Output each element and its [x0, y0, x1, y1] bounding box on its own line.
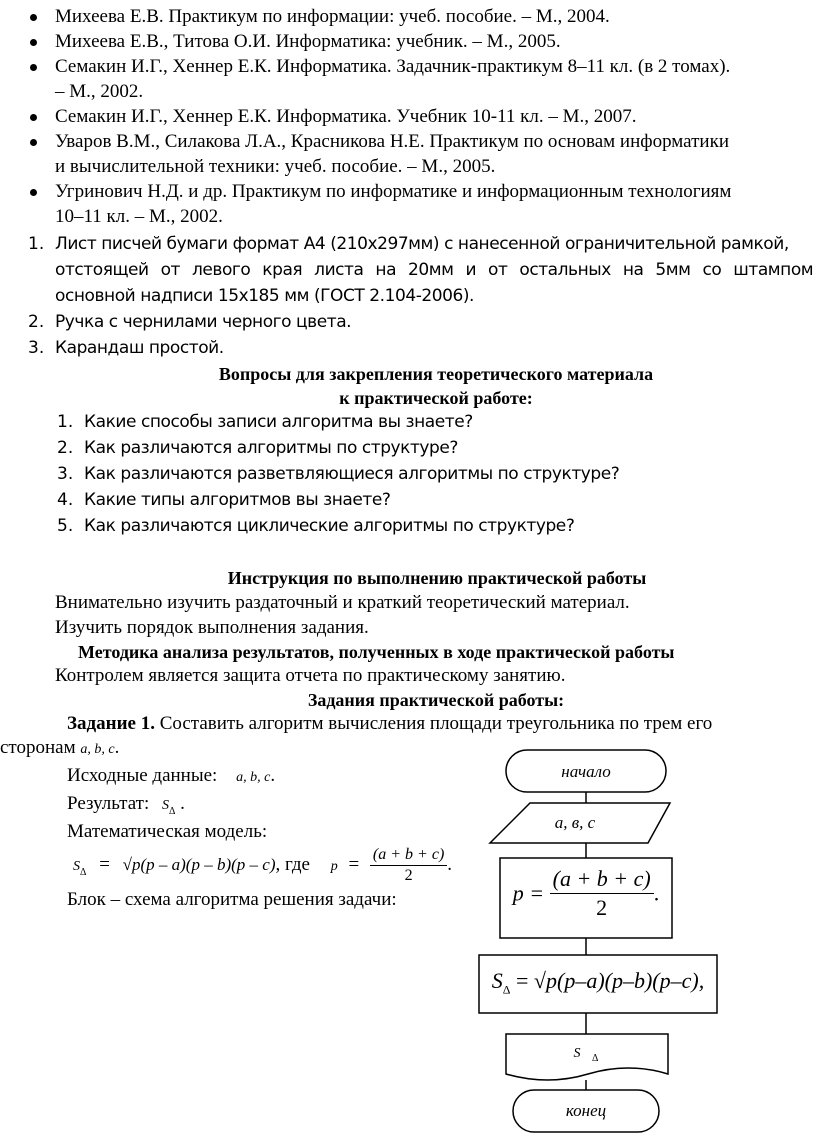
reference-item: Семакин И.Г., Хеннер Е.К. Информатика. Задачник-практикум 8–11 кл. (в 2 томах). — [55, 56, 731, 77]
analysis-heading: Методика анализа результатов, полученных в ходе практической работы — [78, 642, 675, 662]
questions-heading: Вопросы для закрепления теоретического материала — [218, 364, 654, 384]
model-label: Математическая модель: — [67, 821, 268, 842]
material-item-cont: отстоящей от левого края листа на 20мм и от остальных на 5мм со штампом — [55, 260, 814, 280]
reference-item-cont: – М., 2002. — [55, 81, 144, 102]
reference-item-cont: и вычислительной техники: учеб. пособие. – М., 2005. — [55, 156, 496, 177]
delta-subscript: Δ — [168, 805, 176, 817]
list-number: 1. — [28, 234, 45, 254]
s-formula-body: √p(p–a)(p–b)(p–c), — [533, 968, 705, 993]
p-denominator: 2 — [404, 867, 413, 885]
list-number: 2. — [57, 438, 74, 458]
instruction-text: Внимательно изучить раздаточный и краткий теоретический материал. — [55, 592, 630, 613]
task1-label: Задание 1. — [67, 713, 155, 734]
equals-sign: = — [348, 854, 360, 875]
material-item: Карандаш простой. — [55, 338, 224, 358]
p-box-denominator: 2 — [596, 895, 608, 920]
questions-heading-cont: к практической работе: — [339, 388, 533, 408]
period: . — [653, 880, 660, 906]
scheme-label: Блок – схема алгоритма решения задачи: — [67, 889, 397, 910]
p-equals: p = — [512, 880, 545, 906]
reference-item: Уваров В.М., Силакова Л.А., Красникова Н.Е. Практикум по основам информатики — [55, 131, 729, 152]
input-vars: a, b, c — [236, 770, 271, 785]
reference-item-cont: 10–11 кл. – М., 2002. — [55, 206, 223, 227]
task1-cont-text: сторонам — [0, 737, 81, 758]
tasks-heading: Задания практической работы: — [307, 690, 565, 710]
result-symbol: S — [161, 798, 169, 813]
p-fraction-box — [550, 865, 654, 922]
output-subscript: Δ — [592, 1052, 599, 1064]
instruction-text: Изучить порядок выполнения задания. — [55, 617, 369, 638]
question-item: Как различаются алгоритмы по структуре? — [84, 438, 458, 458]
period: . — [270, 765, 276, 786]
question-item: Какие типы алгоритмов вы знаете? — [84, 490, 391, 510]
input-data-label: Исходные данные: — [67, 765, 218, 786]
period: . — [114, 737, 120, 758]
list-number: 3. — [57, 464, 74, 484]
area-formula: √p(p – a)(p – b)(p – c) — [122, 855, 276, 874]
p-symbol: p — [330, 859, 338, 874]
reference-item: Семакин И.Г., Хеннер Е.К. Информатика. Учебник 10-11 кл. – М., 2007. — [55, 106, 637, 127]
equals-sign: = — [516, 968, 529, 993]
task1-text: Составить алгоритм вычисления площади треугольника по трем его — [154, 713, 713, 734]
delta-subscript: Δ — [80, 866, 87, 878]
where-text: , где — [275, 854, 310, 875]
instruction-heading: Инструкция по выполнению практической работы — [227, 568, 647, 588]
s-symbol: S — [491, 968, 503, 993]
flowchart-end-label: конец — [565, 1101, 607, 1120]
list-number: 1. — [57, 412, 74, 432]
material-item: Ручка с чернилами черного цвета. — [55, 312, 352, 332]
analysis-text: Контролем является защита отчета по практическому занятию. — [55, 665, 566, 686]
material-item-cont: основной надписи 15х185 мм (ГОСТ 2.104-2006). — [55, 286, 474, 306]
area-symbol: S — [73, 859, 80, 874]
reference-item: Михеева Е.В., Титова О.И. Информатика: учебник. – М., 2005. — [55, 31, 561, 52]
period: . — [447, 854, 453, 875]
question-item: Как различаются циклические алгоритмы по структуре? — [84, 516, 575, 536]
period: . — [175, 793, 185, 814]
flowchart-start-label: начало — [561, 762, 611, 781]
list-number: 3. — [28, 338, 45, 358]
task1-vars: a, b, c — [80, 742, 115, 757]
reference-item: Михеева Е.В. Практикум по информации: учеб. пособие. – М., 2004. — [55, 6, 610, 27]
p-numerator: (a + b + c) — [370, 845, 447, 866]
flowchart-input-label: а, в, с — [554, 813, 596, 832]
list-number: 4. — [57, 490, 74, 510]
flowchart-p-formula — [500, 865, 672, 922]
equals-sign: = — [99, 854, 110, 875]
question-item: Какие способы записи алгоритма вы знаете? — [84, 412, 473, 432]
p-box-numerator: (a + b + c) — [550, 865, 654, 894]
flowchart-output-label — [506, 1046, 666, 1064]
delta-subscript: Δ — [502, 982, 511, 997]
reference-item: Угринович Н.Д. и др. Практикум по информатике и информационным технологиям — [55, 181, 732, 202]
list-number: 5. — [57, 516, 74, 536]
flowchart-s-formula — [479, 968, 717, 997]
question-item: Как различаются разветвляющиеся алгоритмы по структуре? — [84, 464, 620, 484]
result-label: Результат: — [67, 793, 150, 814]
list-number: 2. — [28, 312, 45, 332]
output-symbol: S — [573, 1046, 581, 1061]
material-item: Лист писчей бумаги формат А4 (210х297мм) с нанесенной ограничительной рамкой, — [55, 234, 789, 254]
